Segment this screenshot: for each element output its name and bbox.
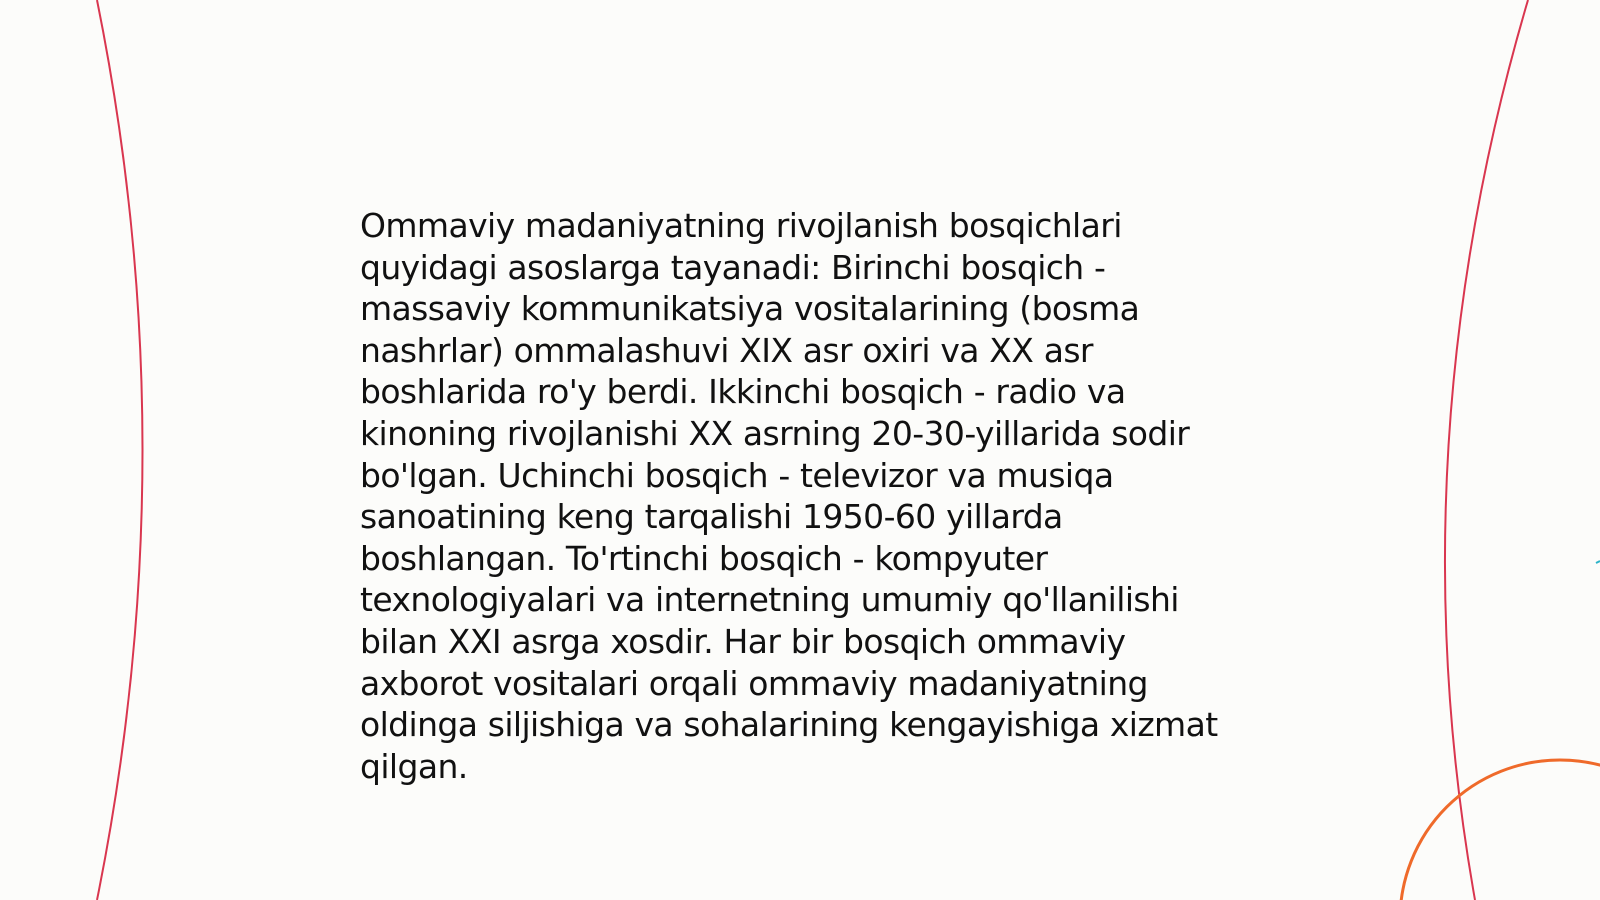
left-decorative-curve xyxy=(97,0,143,900)
slide-body-text: Ommaviy madaniyatning rivojlanish bosqichlari quyidagi asoslarga tayanadi: Birinchi bosqich - massaviy kommunikatsiya vositalarining (bosma nashrlar) ommalashuvi XIX asr oxiri va XX asr boshlarida ro'y berdi. Ikkinchi bosqich - radio va kinoning rivojlanishi XX asrning 20-30-yillarida sodir bo'lgan. Uchinchi bosqich - televizor va musiqa sanoatining keng tarqalishi 1950-60 yillarda boshlangan. To'rtinchi bosqich - kompyuter texnologiyalari va internetning umumiy qo'llanilishi bilan XXI asrga xosdir. Har bir bosqich ommaviy axborot vositalari orqali ommaviy madaniyatning oldinga siljishiga va sohalarining kengayishiga xizmat qilgan. xyxy=(360,206,1218,786)
teal-accent-mark xyxy=(1596,561,1600,563)
orange-accent-circle xyxy=(1400,760,1600,900)
